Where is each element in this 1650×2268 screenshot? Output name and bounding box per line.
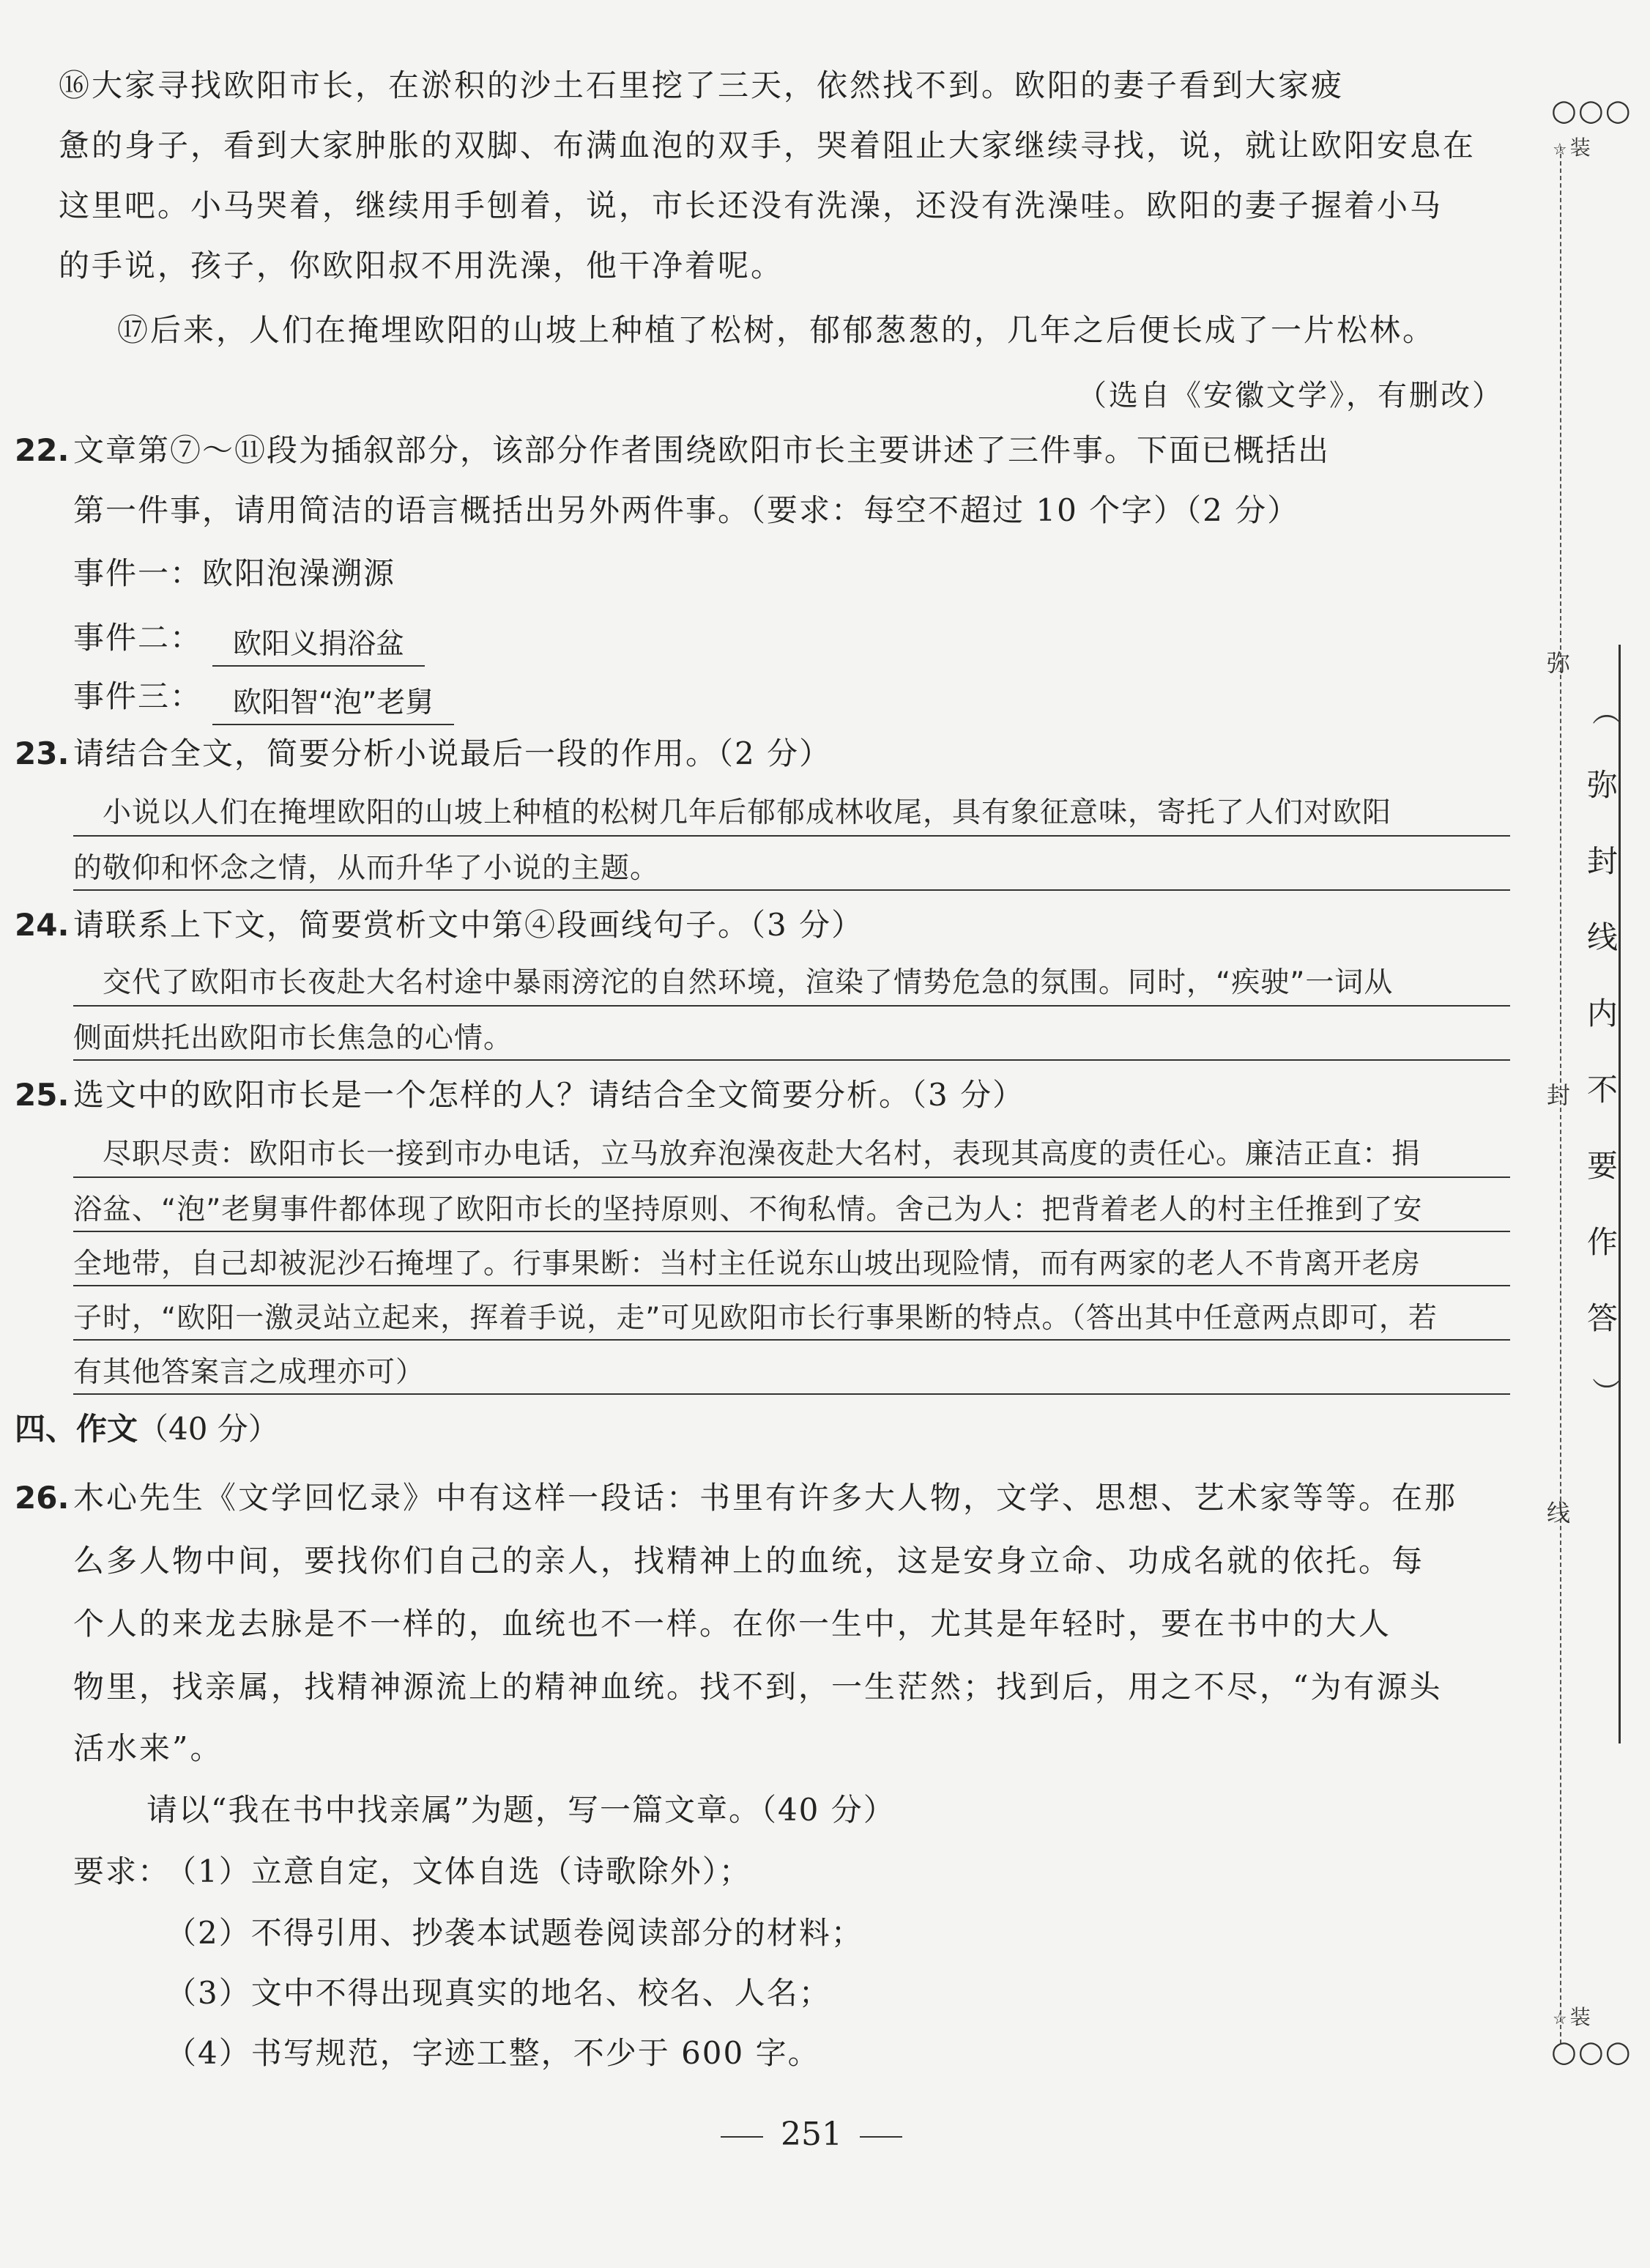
q26-text-line-1: 木心先生《文学回忆录》中有这样一段话：书里有许多大人物，文学、思想、艺术家等等。在那 bbox=[73, 1480, 1458, 1516]
q25-answer-rule-3 bbox=[73, 1285, 1510, 1286]
q25-answer-line-5[interactable]: 有其他答案言之成理亦可） bbox=[73, 1356, 425, 1389]
q24-text: 请联系上下文，简要赏析文中第④段画线句子。（3 分） bbox=[73, 907, 864, 943]
q25-number: 25. bbox=[15, 1077, 70, 1113]
q26-text-line-4: 物里，找亲属，找精神源流上的精神血统。找不到，一生茫然；找到后，用之不尽，“为有源头 bbox=[73, 1669, 1443, 1705]
q23-text: 请结合全文，简要分析小说最后一段的作用。（2 分） bbox=[73, 735, 832, 771]
binding-feng-label: 封 bbox=[1547, 1081, 1571, 1109]
q22-event-2-answer[interactable]: 欧阳义捐浴盆 bbox=[212, 621, 425, 667]
q24-number: 24. bbox=[15, 907, 70, 943]
q26-prompt: 请以“我在书中找亲属”为题，写一篇文章。（40 分） bbox=[146, 1792, 896, 1828]
binding-circles-top: ○○○ bbox=[1551, 94, 1632, 127]
q22-text-line-2: 第一件事，请用简洁的语言概括出另外两件事。（要求：每空不超过 10 个字）（2 分） bbox=[73, 492, 1300, 528]
q23-answer-rule-1 bbox=[73, 835, 1510, 837]
passage-p16-line-1: ⑯大家寻找欧阳市长，在淤积的沙土石里挖了三天，依然找不到。欧阳的妻子看到大家疲 bbox=[59, 67, 1345, 103]
q22-number: 22. bbox=[15, 432, 70, 468]
page-number-value: 251 bbox=[781, 2116, 842, 2153]
q23-answer-line-1[interactable]: 小说以人们在掩埋欧阳的山坡上种植的松树几年后郁郁成林收尾，具有象征意味，寄托了人们对欧阳 bbox=[103, 796, 1392, 829]
passage-p16-line-2: 惫的身子，看到大家肿胀的双脚、布满血泡的双手，哭着阻止大家继续寻找，说，就让欧阳安息在 bbox=[59, 127, 1476, 163]
passage-source: （选自《安徽文学》，有删改） bbox=[1077, 379, 1504, 412]
q25-answer-line-4[interactable]: 子时，“欧阳一激灵站立起来，挥着手说，走”可见欧阳市长行事果断的特点。（答出其中任意两点即可，若 bbox=[73, 1302, 1438, 1335]
q25-answer-line-3[interactable]: 全地带，自己却被泥沙石掩埋了。行事果断：当村主任说东山坡出现险情，而有两家的老人不肯离开老房 bbox=[73, 1248, 1422, 1281]
binding-circles-bottom: ○○○ bbox=[1551, 2035, 1632, 2069]
q23-answer-rule-2 bbox=[73, 889, 1510, 891]
q22-event-2-label: 事件二： bbox=[73, 620, 203, 656]
q26-text-line-5: 活水来”。 bbox=[73, 1730, 223, 1766]
seal-paren-open: ︵ bbox=[1592, 695, 1621, 729]
q26-requirement-4: （4）书写规范，字迹工整，不少于 600 字。 bbox=[166, 2035, 820, 2071]
q25-answer-rule-5 bbox=[73, 1393, 1510, 1395]
section-4-points: （40 分） bbox=[138, 1411, 279, 1447]
q22-event-1: 事件一：欧阳泡澡溯源 bbox=[73, 555, 396, 591]
q24-answer-line-2[interactable]: 侧面烘托出欧阳市长焦急的心情。 bbox=[73, 1022, 513, 1055]
q26-number: 26. bbox=[15, 1480, 70, 1516]
q24-answer-line-1[interactable]: 交代了欧阳市长夜赴大名村途中暴雨滂沱的自然环境，渲染了情势危急的氛围。同时，“疾驶”一词从 bbox=[103, 966, 1394, 999]
q25-answer-line-2[interactable]: 浴盆、“泡”老舅事件都体现了欧阳市长的坚持原则、不徇私情。舍己为人：把背着老人的村主任推到了安 bbox=[73, 1193, 1423, 1226]
section-4-heading bbox=[15, 1411, 279, 1447]
q26-text-line-2: 么多人物中间，要找你们自己的亲人，找精神上的血统，这是安身立命、功成名就的依托。每 bbox=[73, 1543, 1425, 1579]
binding-zhuang-bottom: ☆ 装 bbox=[1553, 2005, 1591, 2029]
section-4-title: 四、作文 bbox=[15, 1411, 138, 1447]
q22-event-3-answer[interactable]: 欧阳智“泡”老舅 bbox=[212, 680, 454, 725]
q26-text-line-3: 个人的来龙去脉是不一样的，血统也不一样。在你一生中，尤其是年轻时，要在书中的大人 bbox=[73, 1606, 1392, 1642]
q25-text: 选文中的欧阳市长是一个怎样的人？请结合全文简要分析。（3 分） bbox=[73, 1077, 1025, 1113]
page-number bbox=[703, 2116, 920, 2153]
page-number-dash-right bbox=[860, 2136, 902, 2138]
q23-number: 23. bbox=[15, 735, 70, 771]
q25-answer-rule-1 bbox=[73, 1176, 1510, 1178]
seal-paren-close: ︶ bbox=[1592, 1376, 1621, 1410]
binding-mi-label: 弥 bbox=[1547, 649, 1571, 677]
q25-answer-line-1[interactable]: 尽职尽责：欧阳市长一接到市办电话，立马放弃泡澡夜赴大名村，表现其高度的责任心。廉洁正直：捐 bbox=[103, 1138, 1422, 1171]
binding-zhuang-top: ☆ 装 bbox=[1553, 136, 1591, 160]
q24-answer-rule-1 bbox=[73, 1005, 1510, 1007]
q25-answer-rule-2 bbox=[73, 1231, 1510, 1232]
seal-notice: 弥 封 线 内 不 要 作 答 bbox=[1586, 767, 1618, 1336]
page-number-dash-left bbox=[721, 2136, 763, 2138]
q26-requirement-3: （3）文中不得出现真实的地名、校名、人名； bbox=[166, 1975, 831, 2011]
passage-p16-line-4: 的手说，孩子，你欧阳叔不用洗澡，他干净着呢。 bbox=[59, 248, 784, 284]
q22-event-3-label: 事件三： bbox=[73, 678, 203, 714]
q26-requirement-1: （1）立意自定，文体自选（诗歌除外）； bbox=[166, 1853, 751, 1889]
passage-p17: ⑰后来，人们在掩埋欧阳的山坡上种植了松树，郁郁葱葱的，几年之后便长成了一片松林。 bbox=[117, 312, 1436, 348]
binding-xian-label: 线 bbox=[1547, 1499, 1571, 1527]
q24-answer-rule-2 bbox=[73, 1059, 1510, 1061]
q26-requirement-2: （2）不得引用、抄袭本试题卷阅读部分的材料； bbox=[166, 1915, 863, 1951]
q22-text-line-1: 文章第⑦～⑪段为插叙部分，该部分作者围绕欧阳市长主要讲述了三件事。下面已概括出 bbox=[73, 432, 1331, 468]
passage-p16-line-3: 这里吧。小马哭着，继续用手刨着，说，市长还没有洗澡，还没有洗澡哇。欧阳的妻子握着小马 bbox=[59, 188, 1443, 223]
q23-answer-line-2[interactable]: 的敬仰和怀念之情，从而升华了小说的主题。 bbox=[73, 852, 660, 885]
q25-answer-rule-4 bbox=[73, 1339, 1510, 1341]
q26-requirements-label: 要求： bbox=[73, 1853, 171, 1889]
